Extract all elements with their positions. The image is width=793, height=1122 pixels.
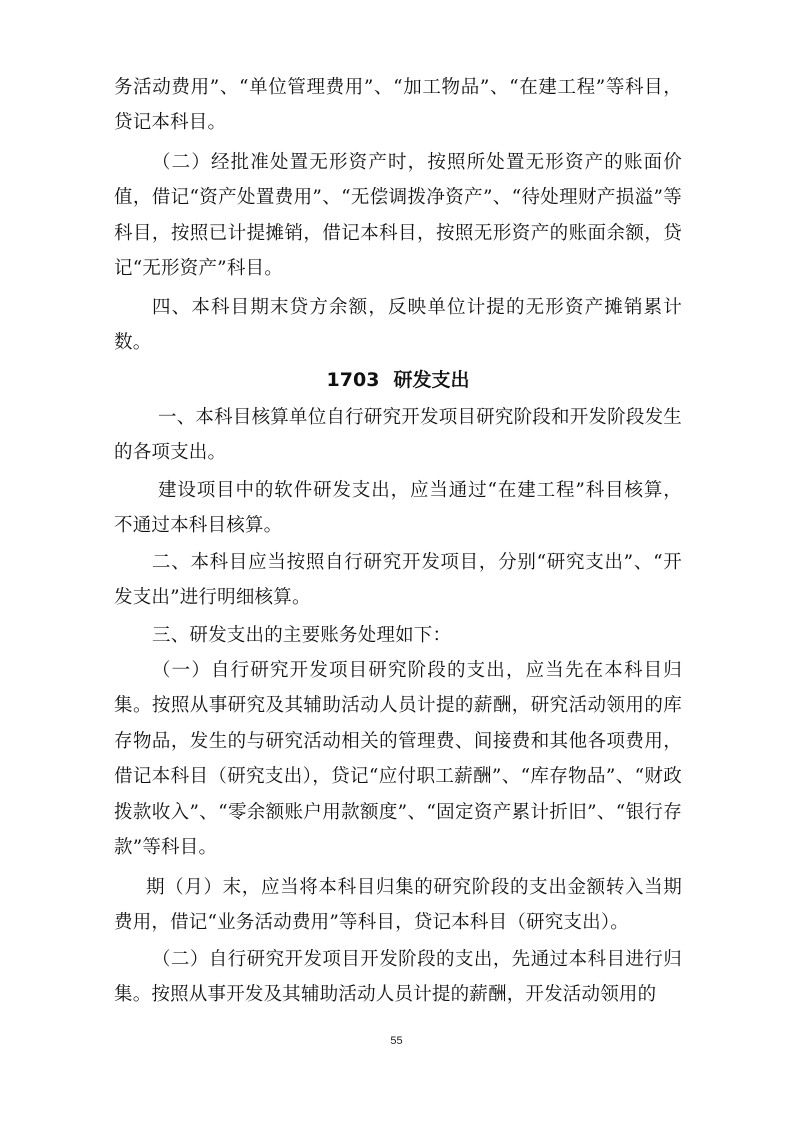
- paragraph-development-stage: （二）自行研究开发项目开发阶段的支出，先通过本科目进行归集。按照从事开发及其辅助活动人员计提的薪酬，开发活动领用的: [114, 949, 682, 1006]
- paragraph-research-stage: （一）自行研究开发项目研究阶段的支出，应当先在本科目归集。按照从事研究及其辅助活动人员计提的薪酬，研究活动领用的库存物品，发生的与研究活动相关的管理费、间接费和其他各项费用，借记本科目（研究支出），贷记“应付职工薪酬”、“库存物品”、“财政拨款收入”、“零余额账户用款额度”、“固定资产累计折旧”、“银行存款”等科目。: [114, 660, 682, 859]
- paragraph-period-end: 期（月）末，应当将本科目归集的研究阶段的支出金额转入当期费用，借记“业务活动费用”等科目，贷记本科目（研究支出）。: [114, 877, 682, 934]
- paragraph-main-treatment: 三、研发支出的主要账务处理如下：: [152, 625, 452, 646]
- paragraph-continuation: 务活动费用”、“单位管理费用”、“加工物品”、“在建工程”等科目，贷记本科目。: [114, 77, 682, 134]
- paragraph-detail-accounting: 二、本科目应当按照自行研究开发项目，分别“研究支出”、“开发支出”进行明细核算。: [114, 552, 682, 609]
- section-code: 1703: [326, 369, 380, 391]
- page-number: 55: [390, 1035, 403, 1047]
- section-title: 研发支出: [393, 369, 470, 391]
- paragraph-scope: 一、本科目核算单位自行研究开发项目研究阶段和开发阶段发生的各项支出。: [114, 407, 682, 464]
- section-heading: [114, 362, 682, 398]
- paragraph-ending-balance: 四、本科目期末贷方余额，反映单位计提的无形资产摊销累计数。: [114, 297, 682, 354]
- paragraph-disposal: （二）经批准处置无形资产时，按照所处置无形资产的账面价值，借记“资产处置费用”、“无偿调拨净资产”、“待处理财产损溢”等科目，按照已计提摊销，借记本科目，按照无形资产的账面余额，贷记“无形资产”科目。: [114, 152, 682, 280]
- paragraph-software: 建设项目中的软件研发支出，应当通过“在建工程”科目核算，不通过本科目核算。: [114, 480, 682, 537]
